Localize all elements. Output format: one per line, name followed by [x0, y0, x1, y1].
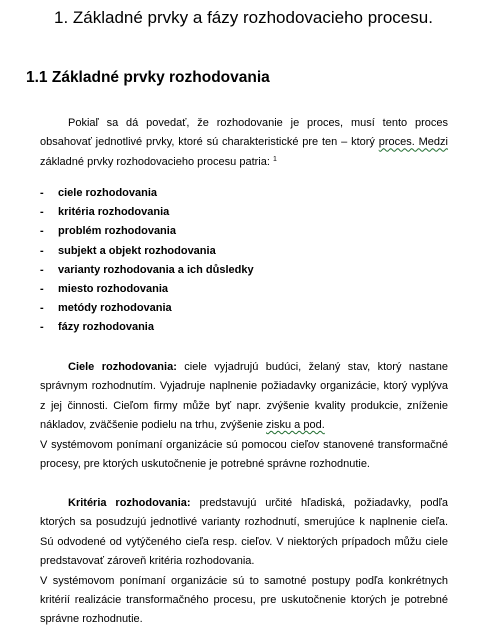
kriteria-term: Kritéria rozhodovania: — [68, 497, 191, 509]
list-bullet: - — [40, 187, 44, 199]
list-bullet: - — [40, 225, 44, 238]
list-bullet: - — [40, 206, 44, 219]
list-item-label: problém rozhodovania — [58, 225, 176, 238]
intro-paragraph — [40, 114, 448, 172]
intro-text: Pokiaľ sa dá povedať, že rozhodovanie je proces, musí tento proces obsahovať jednotlivé prvky, ktoré sú charakteristické pre ten – ktorý — [40, 117, 448, 149]
ciele-term: Ciele rozhodovania: — [68, 361, 177, 373]
list-item — [40, 318, 254, 337]
list-item-label: varianty rozhodovania a ich důsledky — [58, 263, 254, 276]
list-item-label: subjekt a objekt rozhodovania — [58, 244, 216, 257]
list-item-label: fázy rozhodovania — [58, 321, 154, 334]
intro-text-end: základné prvky rozhodovacieho procesu patria: — [40, 155, 273, 168]
list-bullet: - — [40, 302, 44, 315]
list-item — [40, 280, 254, 299]
list-item-label: miesto rozhodovania — [58, 282, 169, 295]
list-item-label: metódy rozhodovania — [58, 302, 172, 315]
list-bullet: - — [40, 263, 44, 276]
kriteria-paragraph — [40, 494, 448, 630]
spellcheck-underline: zisku a pod. — [266, 419, 325, 432]
footnote-marker[interactable]: 1 — [272, 155, 277, 163]
list-item-label: ciele rozhodovania — [58, 187, 158, 199]
ciele-paragraph — [40, 358, 448, 474]
list-item-label: kritéria rozhodovania — [58, 206, 170, 219]
list-item — [40, 242, 254, 261]
kriteria-text: predstavujú určité hľadiská, požiadavky, podľa ktorých sa posudzujú jednotlivé varianty rozhodnutí, smerujúce k naplnenie cieľa. Sú odvodené od vytýčeného cieľa resp. cieľov. V niektorých prípadoch můžu ciele predstavovať zároveň kritéria rozhodovania. — [40, 497, 448, 568]
list-item — [40, 299, 254, 318]
spellcheck-underline: proces. Medzi — [378, 136, 448, 149]
kriteria-text-systemic: V systémovom ponímaní organizácie sú to samotné postupy podľa konkrétnych kritérií realizácie transformačného procesu, pre uskutočnenie ktorých je potrebné správne rozhodnutie. — [40, 574, 448, 626]
chapter-title: 1. Základné prvky a fázy rozhodovacieho procesu. — [54, 8, 433, 27]
list-bullet: - — [40, 282, 44, 295]
list-item — [40, 222, 254, 241]
list-item — [40, 184, 254, 203]
list-item — [40, 261, 254, 280]
list-bullet: - — [40, 321, 44, 334]
list-item — [40, 203, 254, 222]
elements-list — [40, 184, 254, 338]
section-title: 1.1 Základné prvky rozhodovania — [26, 69, 270, 86]
ciele-text-systemic: V systémovom ponímaní organizácie sú pomocou cieľov stanovené transformačné procesy, pre ktorých uskutočnenie je potrebné správne rozhodnutie. — [40, 438, 448, 471]
list-bullet: - — [40, 244, 44, 257]
ciele-text: ciele vyjadrujú budúci, želaný stav, ktorý nastane správnym rozhodnutím. Vyjadruje naplnenie požiadavky organizácie, ktorý vyplýva z jej činnosti. Cieľom firmy může byť napr. zvýšenie kvality produkcie, zníženie nákladov, zväčšenie podielu na trhu, zvýšenie — [40, 361, 448, 432]
